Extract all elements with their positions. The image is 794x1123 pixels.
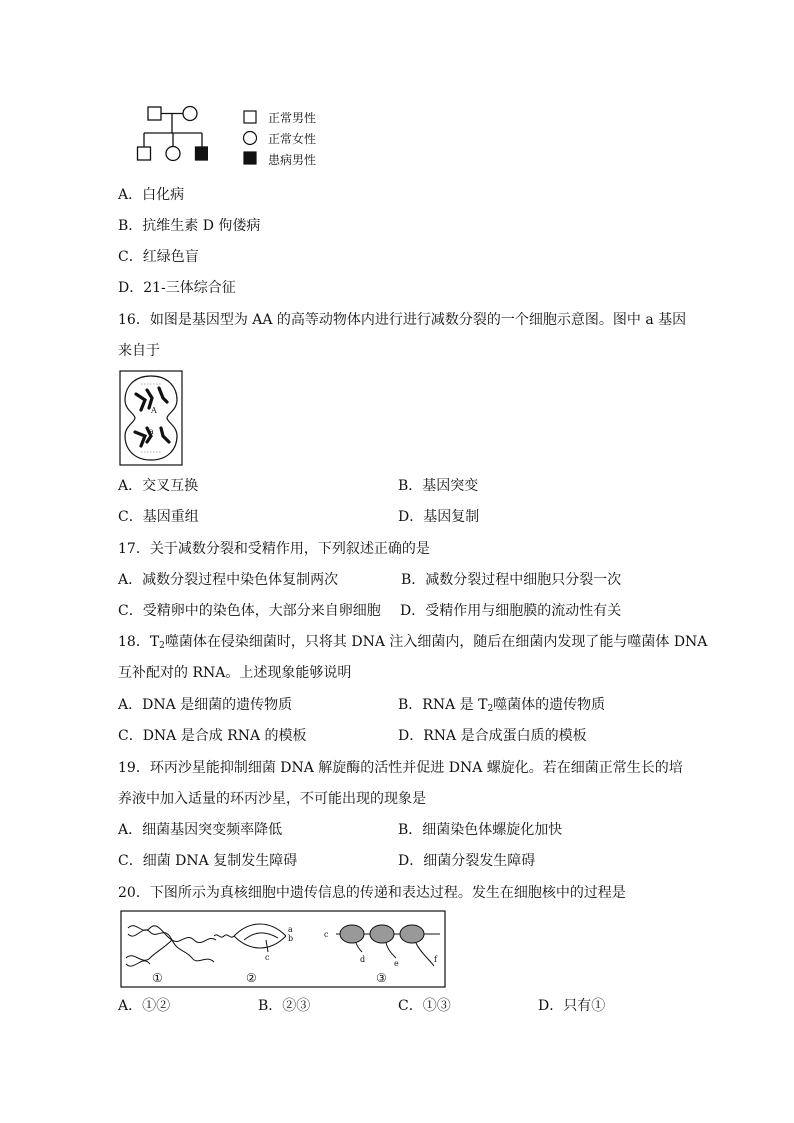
gene-label-lower: a bbox=[149, 427, 154, 436]
meiosis-cell-diagram bbox=[119, 370, 183, 466]
q18-stem-line2: 互补配对的 RNA。上述现象能够说明 bbox=[118, 665, 352, 681]
label-e: e bbox=[394, 959, 399, 968]
q18-option-b-sub: 2 bbox=[487, 704, 494, 714]
q20-option-a: A．①② bbox=[118, 998, 171, 1014]
q19-stem-line1: 19．环丙沙星能抑制细菌 DNA 解旋酶的活性并促进 DNA 螺旋化。若在细菌正常生长的培 bbox=[118, 760, 683, 776]
q19-option-d: D．细菌分裂发生障碍 bbox=[398, 853, 536, 869]
label-c-process2: c bbox=[265, 953, 270, 962]
expression-processes-diagram bbox=[120, 910, 446, 990]
gene-expression-figure bbox=[120, 910, 446, 990]
cell-division-figure bbox=[119, 370, 183, 466]
q18-stem-post: 噬菌体在侵染细菌时，只将其 DNA 注入细菌内，随后在细菌内发现了能与噬菌体 DNA bbox=[164, 634, 708, 650]
q20-stem: 20．下图所示为真核细胞中遗传信息的传递和表达过程。发生在细胞核中的过程是 bbox=[118, 885, 626, 901]
pedigree-diagram bbox=[128, 102, 208, 164]
q15-option-d: D．21-三体综合征 bbox=[118, 280, 236, 296]
q18-option-b bbox=[398, 695, 605, 719]
q16-option-a: A．交叉互换 bbox=[118, 478, 199, 494]
q16-option-c: C．基因重组 bbox=[118, 509, 199, 525]
label-b: b bbox=[288, 934, 294, 943]
gene-label-upper: A bbox=[151, 406, 157, 415]
q15-option-a: A．白化病 bbox=[118, 187, 185, 203]
pedigree-figure bbox=[128, 102, 208, 164]
legend-normal-female: 正常女性 bbox=[268, 132, 317, 146]
legend-normal-male: 正常男性 bbox=[268, 111, 317, 125]
pedigree-legend bbox=[242, 108, 342, 170]
q20-option-c: C．①③ bbox=[398, 998, 451, 1014]
q15-option-c: C．红绿色盲 bbox=[118, 249, 199, 265]
process-1-label: ① bbox=[152, 971, 163, 985]
label-c-process3: c bbox=[324, 930, 329, 939]
q16-option-b: B．基因突变 bbox=[398, 478, 479, 494]
q19-option-b: B．细菌染色体螺旋化加快 bbox=[398, 822, 563, 838]
label-a: a bbox=[288, 925, 293, 934]
label-f: f bbox=[434, 955, 437, 964]
process-2-label: ② bbox=[246, 971, 257, 985]
label-d: d bbox=[360, 955, 366, 964]
q19-option-c: C．细菌 DNA 复制发生障碍 bbox=[118, 853, 298, 869]
q18-option-d: D．RNA 是合成蛋白质的模板 bbox=[398, 728, 587, 744]
q16-stem-line2: 来自于 bbox=[118, 343, 160, 359]
process-3-label: ③ bbox=[376, 971, 387, 985]
q18-stem-pre: 18．T bbox=[118, 634, 160, 650]
q19-stem-line2: 养液中加入适量的环丙沙星，不可能出现的现象是 bbox=[118, 791, 426, 807]
q19-option-a: A．细菌基因突变频率降低 bbox=[118, 822, 283, 838]
q18-option-b-pre: B．RNA 是 T bbox=[398, 697, 488, 713]
q18-stem-sub: 2 bbox=[159, 641, 165, 651]
q18-option-c: C．DNA 是合成 RNA 的模板 bbox=[118, 728, 307, 744]
q17-option-b: B．减数分裂过程中细胞只分裂一次 bbox=[401, 572, 622, 588]
q15-option-b: B．抗维生素 D 佝偻病 bbox=[118, 218, 261, 234]
q16-stem-line1: 16．如图是基因型为 AA 的高等动物体内进行进行减数分裂的一个细胞示意图。图中 a 基因 bbox=[118, 312, 687, 328]
q16-option-d: D．基因复制 bbox=[398, 509, 480, 525]
q17-option-d: D．受精作用与细胞膜的流动性有关 bbox=[400, 603, 622, 619]
q17-stem: 17．关于减数分裂和受精作用，下列叙述正确的是 bbox=[118, 541, 430, 557]
q17-option-c: C．受精卵中的染色体，大部分来自卵细胞 bbox=[118, 603, 381, 619]
legend-affected-male: 患病男性 bbox=[268, 153, 317, 167]
legend-symbols bbox=[242, 108, 258, 168]
q18-stem-line1 bbox=[118, 632, 707, 656]
q20-option-d: D．只有① bbox=[538, 998, 606, 1014]
q20-option-b: B．②③ bbox=[258, 998, 311, 1014]
q18-option-b-post: 噬菌体的遗传物质 bbox=[493, 697, 606, 713]
q18-option-a: A．DNA 是细菌的遗传物质 bbox=[118, 697, 293, 713]
q17-option-a: A．减数分裂过程中染色体复制两次 bbox=[118, 572, 339, 588]
